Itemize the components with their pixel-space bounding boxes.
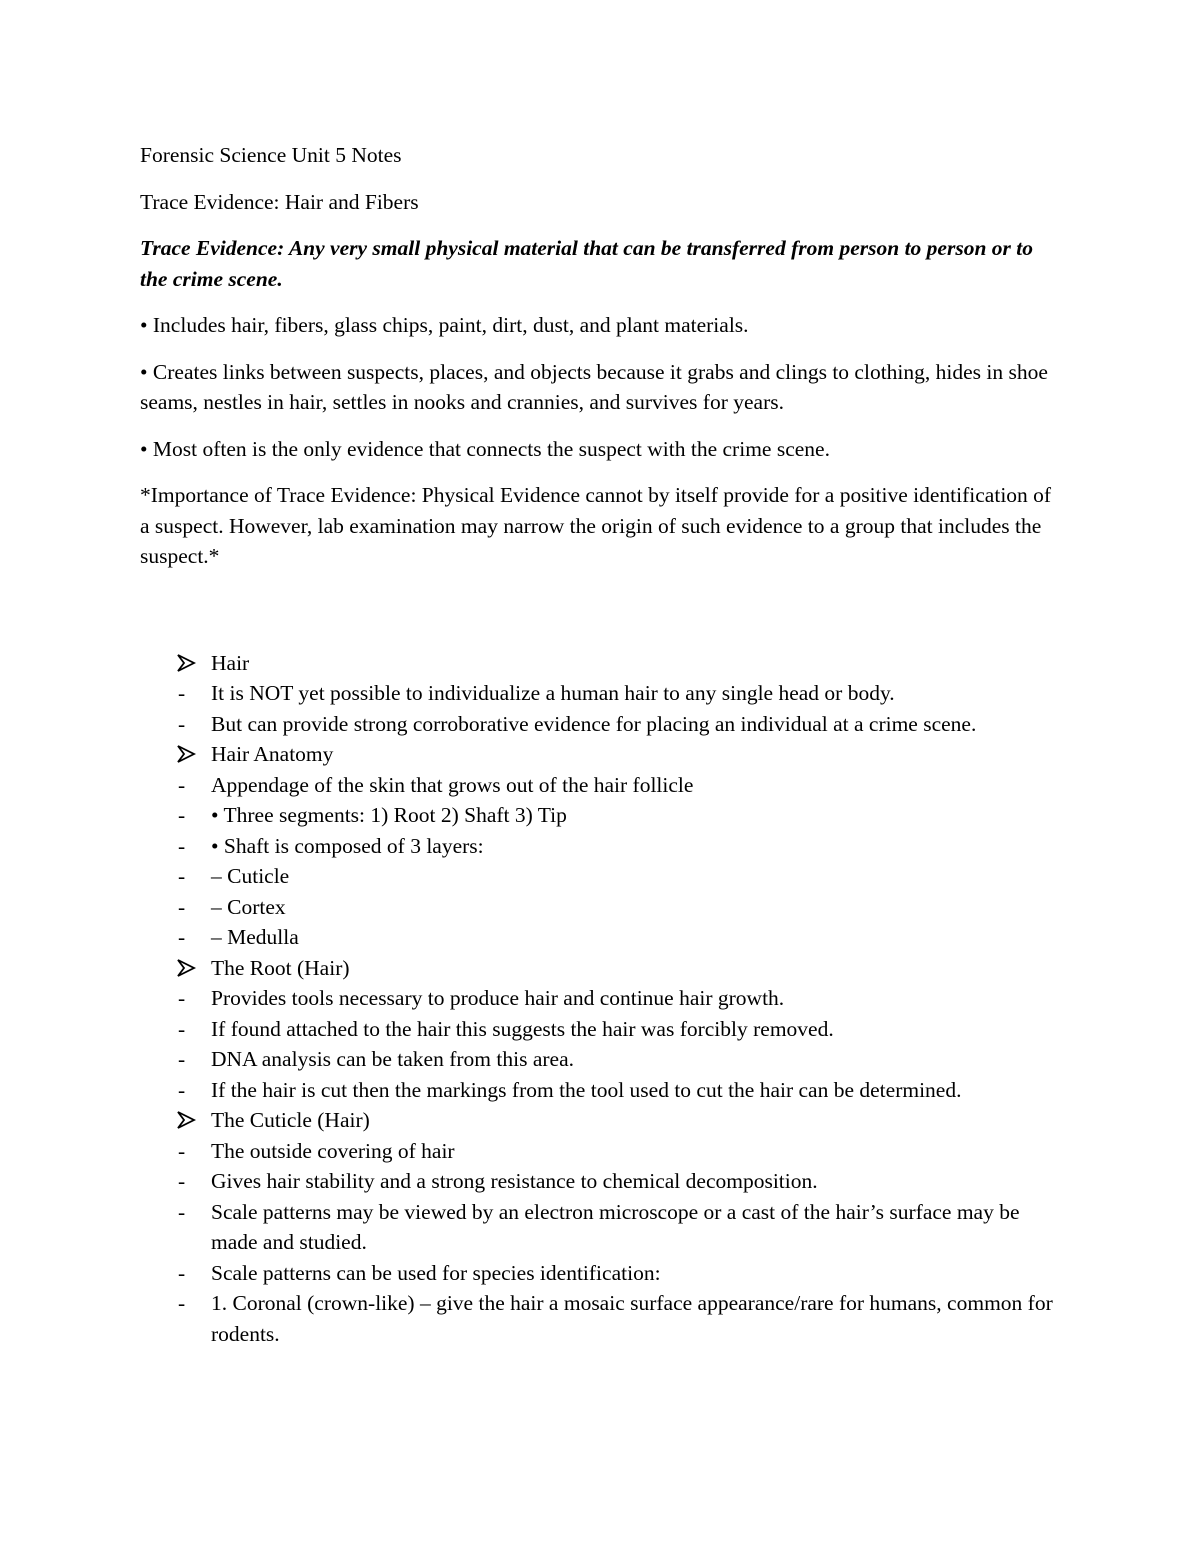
importance-paragraph: *Importance of Trace Evidence: Physical Evidence cannot by itself provide for a positive identification of a suspect. However, lab examination may narrow the origin of such evidence to a group that includes the suspect.* [140,483,1052,568]
list-item-text: Scale patterns can be used for species identification: [211,1260,661,1285]
section-spacer [140,588,1065,648]
dash-marker: - [178,1291,186,1315]
bullet-paragraph: • Includes hair, fibers, glass chips, paint, dirt, dust, and plant materials. [140,313,749,337]
dash-marker: - [178,833,186,858]
dash-marker: - [178,1047,186,1071]
section-heading: The Cuticle (Hair) [211,1108,370,1132]
dash-marker: - [178,894,186,919]
dash-marker: - [178,1077,186,1102]
bullet-paragraph: • Creates links between suspects, places, and objects because it grabs and clings to clothing, hides in shoe seams, nestles in hair, settles in nooks and crannies, and survives for years. [140,359,1048,414]
dash-marker: - [178,986,186,1010]
list-item-text: 1. Coronal (crown-like) – give the hair a mosaic surface appearance/rare for humans, common for rodents. [211,1291,1053,1346]
section-items [176,770,1065,953]
list-item-text: – Medulla [211,925,299,949]
section-heading: Hair [211,650,250,675]
section-items [176,1136,1065,1350]
list-item-text: • Three segments: 1) Root 2) Shaft 3) Tip [211,803,567,827]
dash-marker: - [178,1260,186,1285]
section [140,953,1065,1106]
section [140,739,1065,953]
list-item-text: If the hair is cut then the markings from the tool used to cut the hair can be determined. [211,1077,962,1102]
list-item [176,770,1065,801]
arrow-bullet-icon [176,648,198,678]
list-item-text: – Cortex [211,894,286,919]
list-item [176,1136,1065,1167]
document-page [140,140,1065,1349]
list-item-text: DNA analysis can be taken from this area. [211,1047,574,1071]
list-item [176,892,1065,923]
list-item [176,983,1065,1014]
list-item-text: The outside covering of hair [211,1138,455,1163]
document-title: Forensic Science Unit 5 Notes [140,143,402,167]
dash-marker: - [178,1016,186,1041]
definition-paragraph: Trace Evidence: Any very small physical material that can be transferred from person to person or to the crime scene. [140,236,1033,291]
list-item-text: It is NOT yet possible to individualize a human hair to any single head or body. [211,681,895,705]
dash-marker: - [178,803,186,827]
dash-marker: - [178,681,186,705]
section-heading: Hair Anatomy [211,742,334,766]
list-item [176,1197,1065,1258]
list-item [176,1288,1065,1349]
list-item [176,1044,1065,1075]
list-item [176,1166,1065,1197]
list-item [176,1014,1065,1045]
arrow-bullet-icon [176,739,198,769]
list-item [176,800,1065,831]
dash-marker: - [178,772,186,797]
dash-marker: - [178,1169,186,1193]
list-item-text: – Cuticle [211,864,290,888]
list-item-text: But can provide strong corroborative evidence for placing an individual at a crime scene. [211,711,977,736]
list-item [176,922,1065,953]
list-item [176,831,1065,862]
dash-marker: - [178,1199,186,1224]
list-item [176,678,1065,709]
dash-marker: - [178,1138,186,1163]
list-item [176,1075,1065,1106]
section-heading: The Root (Hair) [211,955,350,980]
section-items [176,983,1065,1105]
list-item-text: If found attached to the hair this suggests the hair was forcibly removed. [211,1016,834,1041]
list-item-text: Appendage of the skin that grows out of the hair follicle [211,772,694,797]
section-items [176,678,1065,739]
bullet-paragraph: • Most often is the only evidence that connects the suspect with the crime scene. [140,436,830,461]
list-item-text: Scale patterns may be viewed by an electron microscope or a cast of the hair’s surface may be made and studied. [211,1199,1020,1254]
list-item [176,709,1065,740]
list-item-text: Gives hair stability and a strong resistance to chemical decomposition. [211,1169,818,1193]
list-item-text: Provides tools necessary to produce hair and continue hair growth. [211,986,785,1010]
section [140,648,1065,740]
section [140,1105,1065,1349]
list-item [176,1258,1065,1289]
list-item-text: • Shaft is composed of 3 layers: [211,833,484,858]
arrow-bullet-icon [176,953,198,983]
arrow-bullet-icon [176,1105,198,1135]
dash-marker: - [178,864,186,888]
dash-marker: - [178,711,186,736]
dash-marker: - [178,925,186,949]
list-item [176,861,1065,892]
document-subtitle: Trace Evidence: Hair and Fibers [140,189,419,214]
section-list [140,648,1065,1350]
